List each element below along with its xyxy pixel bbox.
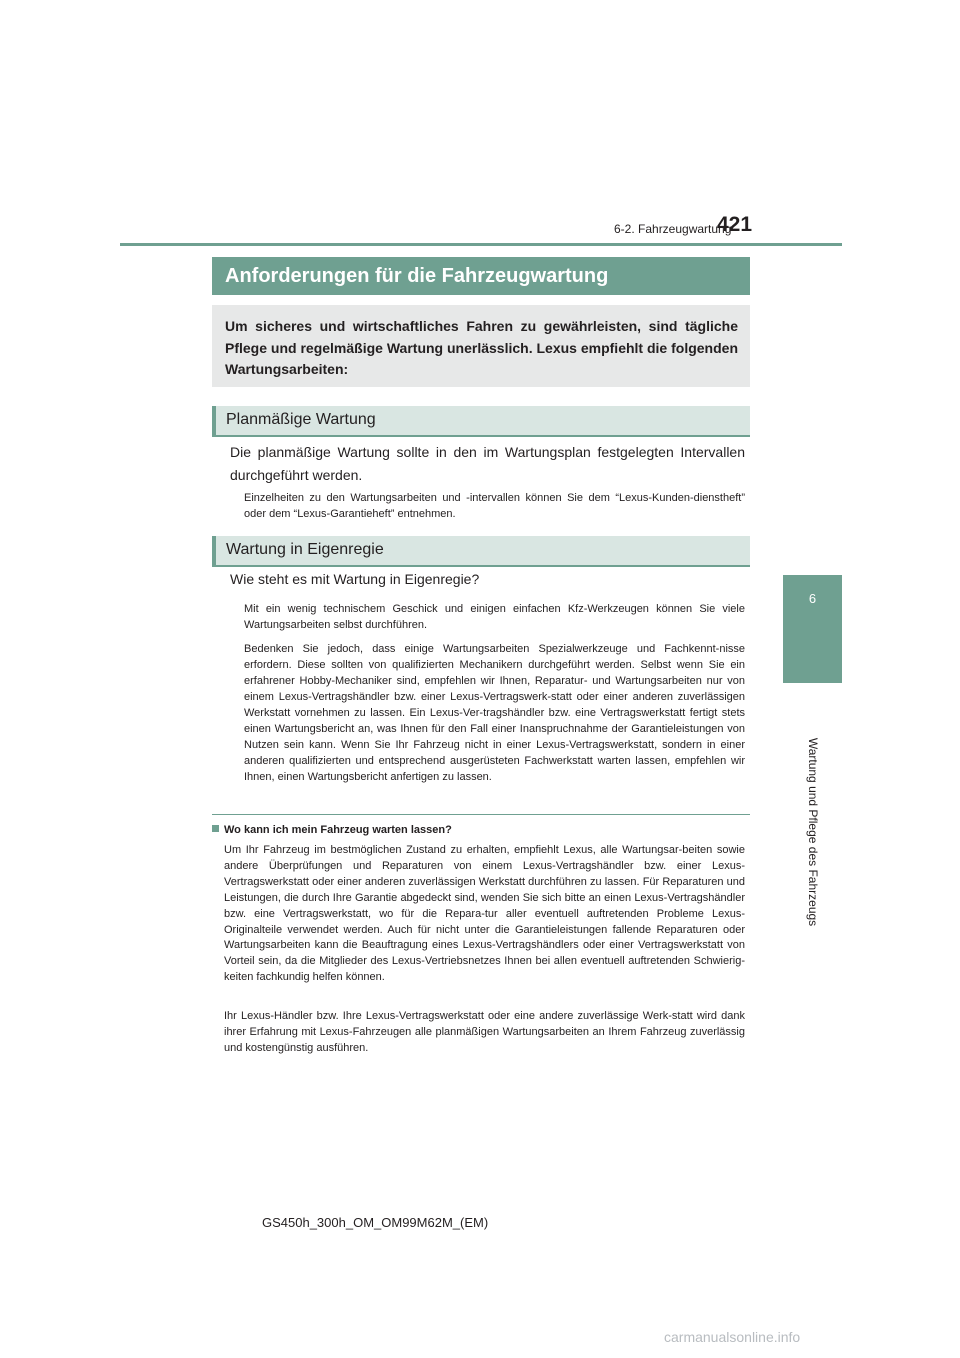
scheduled-maintenance-body: Die planmäßige Wartung sollte in den im Wartungsplan festgelegten Intervallen durchgeführt werden.: [230, 444, 745, 483]
section-heading-text: Planmäßige Wartung: [226, 411, 376, 428]
chapter-number: 6: [808, 591, 817, 606]
section-heading-text: Wartung in Eigenregie: [226, 541, 384, 558]
heading-accent-bar: [212, 536, 216, 565]
chapter-title: Wartung und Pflege des Fahrzeugs: [805, 737, 820, 927]
diy-maintenance-note-1: Mit ein wenig technischem Geschick und einigen einfachen Kfz-Werkzeugen können Sie viele Wartungsarbeiten selbst durchführen.: [244, 603, 745, 631]
watermark: carmanualsonline.info: [664, 1329, 801, 1345]
footer-document-code: GS450h_300h_OM_OM99M62M_(EM): [262, 1215, 489, 1230]
chapter-tab: [783, 575, 842, 683]
diy-maintenance-note-2: Bedenken Sie jedoch, dass einige Wartungsarbeiten Spezialwerkzeuge und Fachkennt-nisse erfordern. Diese sollten von qualifizierten Mechanikern durchgeführt werden. Selbst wenn Sie ein erfahrener Hobby-Mechaniker sind, empfehlen wir Ihnen, Reparatur- und Wartungsarbeiten nur von einem Lexus-Vertragshändler bzw. einer Lexus-Vertragswerk-statt oder einer anderen zuverlässigen Werkstatt vornehmen zu lassen. Ein Lexus-Ver-tragshändler bzw. eine Vertragswerkstatt fertigt stets einen Wartungsbericht an, was Ihnen für den Fall einer Inanspruchnahme der Garantieleistungen von Nutzen sein kann. Wenn Sie Ihr Fahrzeug nicht in einer Lexus-Vertragswerkstatt, sondern in einer anderen qualifizierten und entsprechend ausgerüsteten Fachwerkstatt warten lassen, empfehlen wir Ihnen, einen Wartungsbericht anfertigen zu lassen.: [244, 643, 745, 783]
section-heading-scheduled-maintenance: [212, 406, 750, 437]
main-title: Anforderungen für die Fahrzeugwartung: [212, 257, 750, 295]
chapter-side-label: [783, 702, 842, 962]
scheduled-maintenance-note: Einzelheiten zu den Wartungsarbeiten und -intervallen können Sie dem “Lexus-Kunden-dienstheft” oder dem “Lexus-Garantieheft” entnehmen.: [244, 492, 745, 520]
square-bullet-icon: [212, 825, 219, 832]
heading-accent-bar: [212, 406, 216, 435]
header-section-title: 6-2. Fahrzeugwartung: [614, 222, 732, 236]
section-heading-diy-maintenance: [212, 536, 750, 567]
faq-answer-2: Ihr Lexus-Händler bzw. Ihre Lexus-Vertragswerkstatt oder eine andere zuverlässige Werk-statt wird dank ihrer Erfahrung mit Lexus-Fahrzeugen alle planmäßigen Wartungsarbeiten an Ihrem Fahrzeug zuverlässig und kostengünstig ausführen.: [224, 1010, 745, 1054]
faq-divider: [212, 814, 750, 815]
header-divider: [120, 243, 842, 246]
faq-question: [212, 824, 452, 836]
faq-answer-1: Um Ihr Fahrzeug im bestmöglichen Zustand zu erhalten, empfiehlt Lexus, alle Wartungsar-beiten sowie andere Überprüfungen und Reparaturen von einem Lexus-Vertragshändler bzw. einer Lexus-Vertragswerkstatt oder einer anderen zuverlässigen Werkstatt durchführen zu lassen. Für Reparaturen und Leistungen, die durch Ihre Garantie abgedeckt sind, wenden Sie sich bitte an einen Lexus-Vertragshändler bzw. eine Vertragswerkstatt, wo für die Repara-tur aller eventuell auftretenden Probleme Lexus-Originalteile verwendet werden. Auch für nicht unter die Garantieleistungen fallende Reparaturen oder Wartungsarbeiten kann die Beauftragung eines Lexus-Vertragshändlers oder einer Vertragswerkstatt von Vorteil sein, da die Mitglieder des Lexus-Vertriebsnetzes Ihnen bei allen eventuell auftretenden Schwierig-keiten fachkundig helfen können.: [224, 844, 745, 984]
page-number: 421: [717, 213, 753, 236]
diy-maintenance-question: Wie steht es mit Wartung in Eigenregie?: [230, 571, 480, 587]
intro-box: Um sicheres und wirtschaftliches Fahren zu gewährleisten, sind tägliche Pflege und regelmäßige Wartung unerlässlich. Lexus empfiehlt die folgenden Wartungsarbeiten:: [212, 305, 750, 387]
faq-question-text: Wo kann ich mein Fahrzeug warten lassen?: [224, 824, 452, 836]
